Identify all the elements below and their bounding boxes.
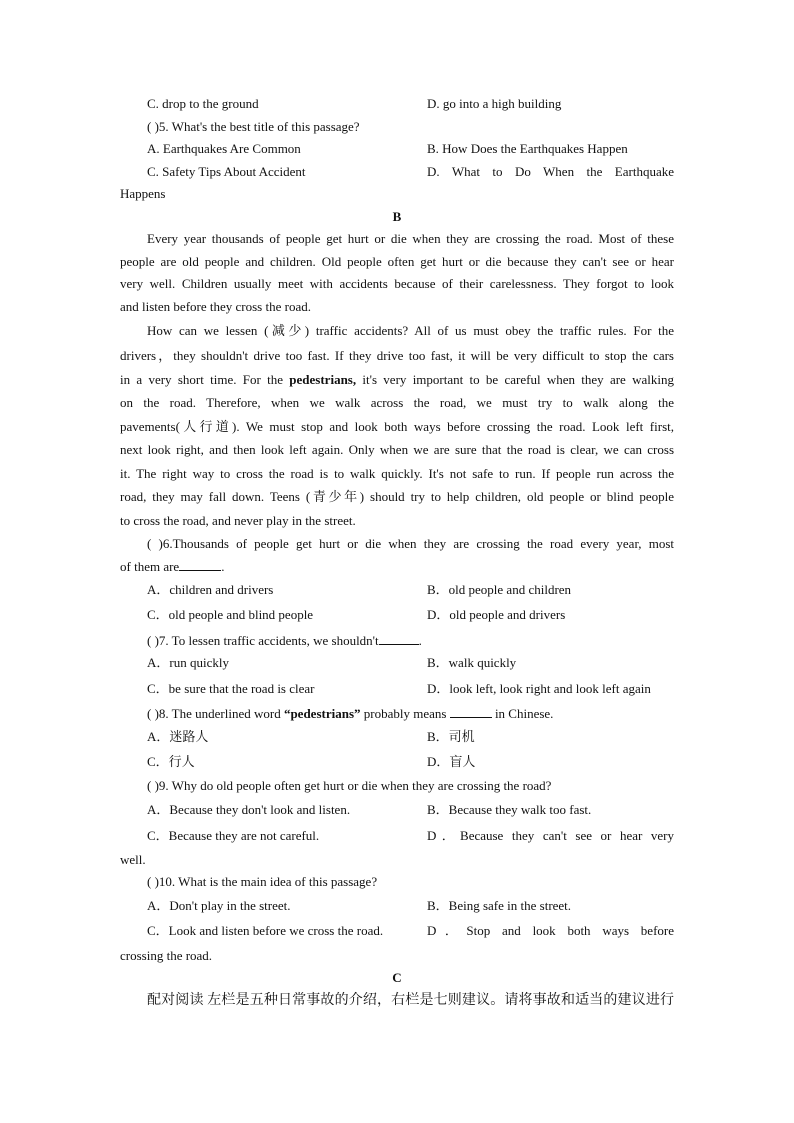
pedestrians-word: pedestrians, — [289, 372, 357, 387]
passage-line: How can we lessen (减少) traffic accidents? All of us must obey the traffic rules. For the — [147, 323, 674, 338]
option-d-q6: D．old people and drivers — [427, 607, 566, 622]
question-6-cont: of them are . — [120, 559, 225, 574]
passage-line: Every year thousands of people get hurt or die when they are crossing the road. Most of these — [147, 231, 674, 246]
option-d-q4: D. go into a high building — [427, 96, 562, 111]
answer-blank — [179, 558, 221, 571]
option-d-q10: D．Stop and look both ways before — [427, 923, 674, 938]
option-b-q7: B．walk quickly — [427, 655, 517, 670]
option-d-q8: D．盲人 — [427, 754, 476, 769]
passage-line: next look right, and then look left again. Only when we are sure that the road is clear, we can cross — [120, 442, 674, 457]
passage-line: pavements(人行道). We must stop and look both ways before crossing the road. Look left first, — [120, 419, 674, 434]
option-b-q8: B．司机 — [427, 729, 475, 744]
answer-blank — [450, 705, 492, 718]
option-b-q9: B．Because they walk too fast. — [427, 802, 592, 817]
option-b-q10: B．Being safe in the street. — [427, 898, 572, 913]
option-c-q7: C．be sure that the road is clear — [147, 681, 315, 696]
pedestrians-quoted: “pedestrians” — [283, 706, 361, 721]
answer-blank — [379, 632, 419, 645]
passage-line: and listen before they cross the road. — [120, 299, 311, 314]
passage-line: very well. Children usually meet with accidents because of their carelessness. They forgot to look — [120, 276, 674, 291]
option-a-q8: A．迷路人 — [147, 729, 209, 744]
question-8: ( )8. The underlined word “pedestrians” probably means in Chinese. — [147, 706, 554, 721]
question-10: ( )10. What is the main idea of this passage? — [147, 874, 378, 889]
passage-line: road, they may fall down. Teens (青少年) should try to help children, old people or blind people — [120, 489, 674, 504]
option-c-q10: C．Look and listen before we cross the road. — [147, 923, 384, 938]
section-c-heading: C — [392, 970, 402, 985]
passage-line: people are old people and children. Old people often get hurt or die because they can't see or hear — [120, 254, 674, 269]
option-c-q8: C．行人 — [147, 754, 195, 769]
option-b-q6: B．old people and children — [427, 582, 572, 597]
question-5: ( )5. What's the best title of this passage? — [147, 119, 360, 134]
passage-line: it. The right way to cross the road is to walk quickly. It's not safe to run. If people run across the — [120, 466, 674, 481]
passage-line: in a very short time. For the pedestrians, it's very important to be careful when they are walking — [120, 372, 675, 387]
option-c-q9: C．Because they are not careful. — [147, 828, 320, 843]
option-c-q6: C．old people and blind people — [147, 607, 314, 622]
option-d-q10-cont: crossing the road. — [120, 948, 213, 963]
question-6: ( )6.Thousands of people get hurt or die when they are crossing the road every year, most — [147, 536, 674, 551]
option-d-q9-cont: well. — [120, 852, 146, 867]
option-a-q7: A．run quickly — [147, 655, 229, 670]
question-7: ( )7. To lessen traffic accidents, we shouldn't . — [147, 633, 422, 648]
question-9: ( )9. Why do old people often get hurt or die when they are crossing the road? — [147, 778, 552, 793]
passage-line: to cross the road, and never play in the street. — [120, 513, 356, 528]
option-d-q9: D．Because they can't see or hear very — [427, 828, 674, 843]
option-c-q5: C. Safety Tips About Accident — [147, 164, 306, 179]
option-c-q4: C. drop to the ground — [147, 96, 259, 111]
option-d-q5-cont: Happens — [120, 186, 166, 201]
option-a-q6: A．children and drivers — [147, 582, 274, 597]
option-d-q7: D．look left, look right and look left again — [427, 681, 651, 696]
option-b-q5: B. How Does the Earthquakes Happen — [427, 141, 628, 156]
option-a-q10: A．Don't play in the street. — [147, 898, 291, 913]
passage-line: drivers，they shouldn't drive too fast. If they drive too fast, it will be very difficult to stop the cars — [120, 348, 674, 363]
section-b-heading: B — [392, 209, 402, 224]
section-c-intro: 配对阅读 左栏是五种日常事故的介绍，右栏是七则建议。请将事故和适当的建议进行 — [147, 993, 674, 1008]
passage-line: on the road. Therefore, when we walk across the road, we must try to walk along the — [120, 395, 674, 410]
option-d-q5: D. What to Do When the Earthquake — [427, 164, 674, 179]
option-a-q5: A. Earthquakes Are Common — [147, 141, 301, 156]
option-a-q9: A．Because they don't look and listen. — [147, 802, 351, 817]
